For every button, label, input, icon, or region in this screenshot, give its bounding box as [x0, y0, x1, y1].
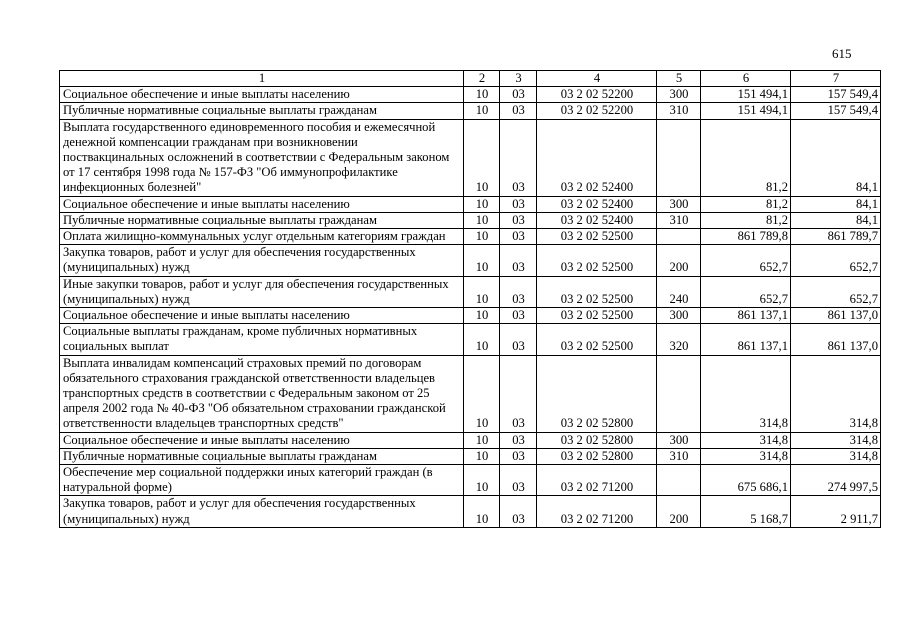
cell-name: Публичные нормативные социальные выплаты гражданам — [60, 448, 464, 464]
cell-amount-year2: 84,1 — [791, 196, 881, 212]
cell-amount-year2: 157 549,4 — [791, 103, 881, 119]
cell-amount-year1: 81,2 — [701, 212, 791, 228]
column-header: 1 — [60, 71, 464, 87]
cell-amount-year2: 861 137,0 — [791, 324, 881, 355]
cell-subsection: 03 — [500, 245, 537, 276]
cell-target-article: 03 2 02 52800 — [537, 448, 657, 464]
cell-expense-type: 310 — [657, 212, 701, 228]
cell-name: Обеспечение мер социальной поддержки иных категорий граждан (в натуральной форме) — [60, 465, 464, 496]
cell-section: 10 — [464, 196, 500, 212]
cell-amount-year2: 314,8 — [791, 448, 881, 464]
cell-amount-year1: 314,8 — [701, 355, 791, 432]
cell-section: 10 — [464, 229, 500, 245]
cell-name: Социальные выплаты гражданам, кроме публичных нормативных социальных выплат — [60, 324, 464, 355]
cell-amount-year2: 2 911,7 — [791, 496, 881, 527]
cell-amount-year2: 652,7 — [791, 276, 881, 307]
cell-amount-year1: 861 789,8 — [701, 229, 791, 245]
cell-amount-year2: 314,8 — [791, 355, 881, 432]
table-row — [60, 496, 881, 527]
cell-amount-year2: 861 137,0 — [791, 308, 881, 324]
column-header: 2 — [464, 71, 500, 87]
cell-section: 10 — [464, 496, 500, 527]
cell-amount-year1: 314,8 — [701, 448, 791, 464]
cell-target-article: 03 2 02 52800 — [537, 432, 657, 448]
cell-amount-year2: 84,1 — [791, 119, 881, 196]
cell-amount-year1: 81,2 — [701, 119, 791, 196]
cell-section: 10 — [464, 308, 500, 324]
cell-name: Социальное обеспечение и иные выплаты населению — [60, 87, 464, 103]
cell-subsection: 03 — [500, 196, 537, 212]
cell-name: Выплата государственного единовременного пособия и ежемесячной денежной компенсации гражданам при возникновении поствакцинальных осложнений в соответствии с Федеральным законом от 17 сентября 1998 года № 157-ФЗ "Об иммунопрофилактике инфекционных болезней" — [60, 119, 464, 196]
cell-target-article: 03 2 02 52500 — [537, 308, 657, 324]
cell-amount-year1: 151 494,1 — [701, 103, 791, 119]
cell-expense-type: 310 — [657, 103, 701, 119]
cell-name: Социальное обеспечение и иные выплаты населению — [60, 432, 464, 448]
table-row — [60, 196, 881, 212]
cell-subsection: 03 — [500, 355, 537, 432]
cell-amount-year1: 81,2 — [701, 196, 791, 212]
cell-amount-year1: 652,7 — [701, 245, 791, 276]
cell-target-article: 03 2 02 52400 — [537, 212, 657, 228]
cell-section: 10 — [464, 245, 500, 276]
table-header-row — [60, 71, 881, 87]
table-row — [60, 465, 881, 496]
cell-target-article: 03 2 02 52200 — [537, 87, 657, 103]
cell-expense-type: 200 — [657, 496, 701, 527]
cell-name: Публичные нормативные социальные выплаты гражданам — [60, 103, 464, 119]
cell-amount-year1: 861 137,1 — [701, 308, 791, 324]
cell-subsection: 03 — [500, 103, 537, 119]
cell-section: 10 — [464, 465, 500, 496]
budget-table — [59, 70, 881, 528]
cell-target-article: 03 2 02 52500 — [537, 245, 657, 276]
table-row — [60, 324, 881, 355]
table-row — [60, 432, 881, 448]
table-row — [60, 119, 881, 196]
cell-expense-type: 300 — [657, 196, 701, 212]
cell-amount-year2: 157 549,4 — [791, 87, 881, 103]
cell-section: 10 — [464, 87, 500, 103]
cell-target-article: 03 2 02 52400 — [537, 119, 657, 196]
cell-subsection: 03 — [500, 87, 537, 103]
cell-amount-year2: 84,1 — [791, 212, 881, 228]
cell-subsection: 03 — [500, 324, 537, 355]
cell-section: 10 — [464, 448, 500, 464]
cell-name: Выплата инвалидам компенсаций страховых премий по договорам обязательного страхования гражданской ответственности владельцев транспортных средств в соответствии с Федеральным законом от 25 апреля 2002 года № 40-ФЗ "Об обязательном страховании гражданской ответственности владельцев транспортных средств" — [60, 355, 464, 432]
cell-name: Иные закупки товаров, работ и услуг для обеспечения государственных (муниципальных) нужд — [60, 276, 464, 307]
column-header: 7 — [791, 71, 881, 87]
cell-subsection: 03 — [500, 119, 537, 196]
table-row — [60, 276, 881, 307]
cell-section: 10 — [464, 355, 500, 432]
cell-section: 10 — [464, 432, 500, 448]
cell-expense-type: 300 — [657, 432, 701, 448]
cell-amount-year1: 861 137,1 — [701, 324, 791, 355]
cell-name: Социальное обеспечение и иные выплаты населению — [60, 196, 464, 212]
cell-section: 10 — [464, 276, 500, 307]
cell-target-article: 03 2 02 52200 — [537, 103, 657, 119]
table-row — [60, 103, 881, 119]
cell-target-article: 03 2 02 71200 — [537, 496, 657, 527]
cell-amount-year1: 652,7 — [701, 276, 791, 307]
cell-amount-year2: 652,7 — [791, 245, 881, 276]
cell-subsection: 03 — [500, 229, 537, 245]
cell-amount-year1: 5 168,7 — [701, 496, 791, 527]
cell-target-article: 03 2 02 52500 — [537, 229, 657, 245]
cell-name: Закупка товаров, работ и услуг для обеспечения государственных (муниципальных) нужд — [60, 496, 464, 527]
cell-expense-type — [657, 229, 701, 245]
cell-expense-type — [657, 355, 701, 432]
cell-amount-year2: 274 997,5 — [791, 465, 881, 496]
cell-expense-type: 200 — [657, 245, 701, 276]
cell-subsection: 03 — [500, 465, 537, 496]
cell-subsection: 03 — [500, 308, 537, 324]
table-row — [60, 355, 881, 432]
cell-amount-year1: 314,8 — [701, 432, 791, 448]
cell-subsection: 03 — [500, 276, 537, 307]
cell-name: Социальное обеспечение и иные выплаты населению — [60, 308, 464, 324]
page-number: 615 — [832, 46, 852, 61]
cell-section: 10 — [464, 103, 500, 119]
cell-amount-year2: 861 789,7 — [791, 229, 881, 245]
cell-expense-type: 320 — [657, 324, 701, 355]
column-header: 4 — [537, 71, 657, 87]
table-row — [60, 87, 881, 103]
cell-amount-year2: 314,8 — [791, 432, 881, 448]
table-row — [60, 308, 881, 324]
cell-target-article: 03 2 02 71200 — [537, 465, 657, 496]
cell-amount-year1: 151 494,1 — [701, 87, 791, 103]
cell-name: Публичные нормативные социальные выплаты гражданам — [60, 212, 464, 228]
cell-name: Закупка товаров, работ и услуг для обеспечения государственных (муниципальных) нужд — [60, 245, 464, 276]
cell-subsection: 03 — [500, 496, 537, 527]
cell-amount-year1: 675 686,1 — [701, 465, 791, 496]
cell-section: 10 — [464, 119, 500, 196]
cell-expense-type — [657, 119, 701, 196]
cell-target-article: 03 2 02 52400 — [537, 196, 657, 212]
cell-expense-type: 300 — [657, 87, 701, 103]
cell-expense-type: 310 — [657, 448, 701, 464]
cell-section: 10 — [464, 324, 500, 355]
cell-target-article: 03 2 02 52500 — [537, 324, 657, 355]
column-header: 5 — [657, 71, 701, 87]
table-row — [60, 212, 881, 228]
cell-subsection: 03 — [500, 432, 537, 448]
cell-name: Оплата жилищно-коммунальных услуг отдельным категориям граждан — [60, 229, 464, 245]
cell-expense-type: 240 — [657, 276, 701, 307]
column-header: 3 — [500, 71, 537, 87]
column-header: 6 — [701, 71, 791, 87]
cell-target-article: 03 2 02 52500 — [537, 276, 657, 307]
cell-expense-type: 300 — [657, 308, 701, 324]
cell-subsection: 03 — [500, 448, 537, 464]
table-row — [60, 229, 881, 245]
table-row — [60, 448, 881, 464]
table-row — [60, 245, 881, 276]
cell-target-article: 03 2 02 52800 — [537, 355, 657, 432]
table-body — [60, 87, 881, 528]
cell-subsection: 03 — [500, 212, 537, 228]
cell-expense-type — [657, 465, 701, 496]
cell-section: 10 — [464, 212, 500, 228]
